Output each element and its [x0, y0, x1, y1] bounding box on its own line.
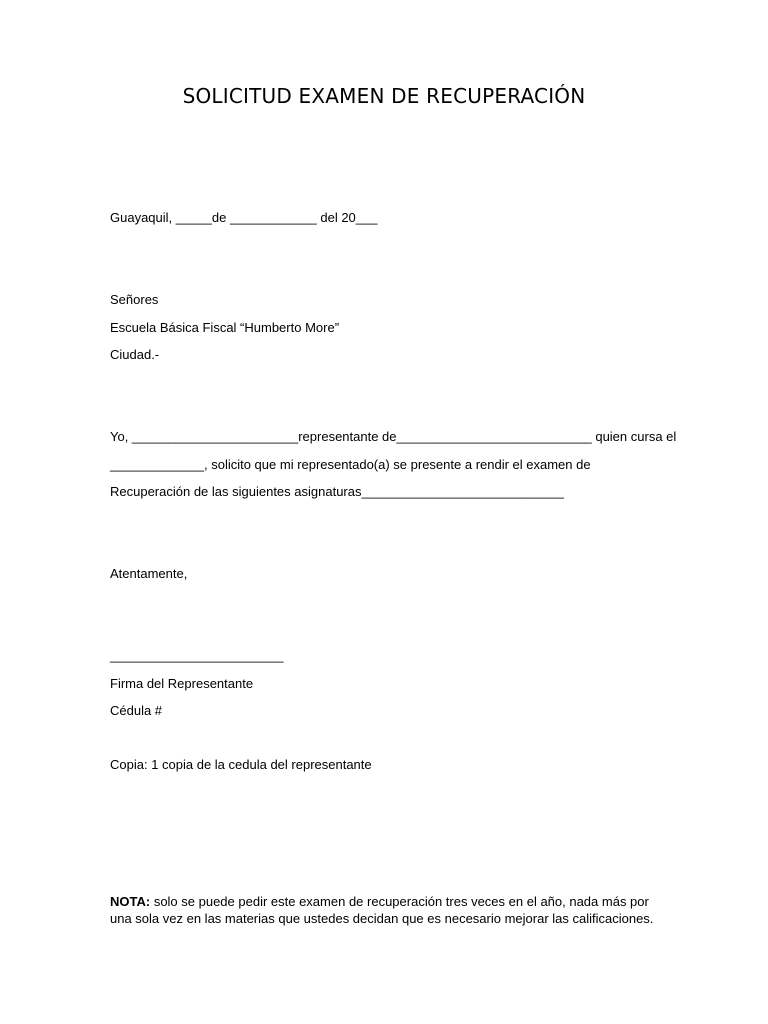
recipient-institution: Escuela Básica Fiscal “Humberto More” — [110, 320, 340, 335]
signature-line: ________________________ — [110, 648, 284, 663]
note-label: NOTA: — [110, 894, 151, 909]
body-line-1: Yo, _______________________representante de___________________________ quien cursa el — [110, 429, 677, 444]
note-text: solo se puede pedir este examen de recuperación tres veces en el año, nada más por una sola vez en las materias que ustedes decidan que es necesario mejorar las calificaciones. — [110, 894, 654, 926]
recipient-salutation: Señores — [110, 292, 159, 307]
body-line-3: Recuperación de las siguientes asignaturas____________________________ — [110, 484, 564, 499]
id-label: Cédula # — [110, 703, 163, 718]
note-paragraph — [110, 893, 670, 927]
signature-label: Firma del Representante — [110, 676, 254, 691]
body-line-2: _____________, solicito que mi representado(a) se presente a rendir el examen de — [110, 457, 591, 472]
copy-note: Copia: 1 copia de la cedula del representante — [110, 757, 372, 772]
recipient-city: Ciudad.- — [110, 347, 160, 362]
date-line: Guayaquil, _____de ____________ del 20___ — [110, 210, 378, 225]
document-title: SOLICITUD EXAMEN DE RECUPERACIÓN — [182, 84, 586, 108]
closing: Atentamente, — [110, 566, 188, 581]
